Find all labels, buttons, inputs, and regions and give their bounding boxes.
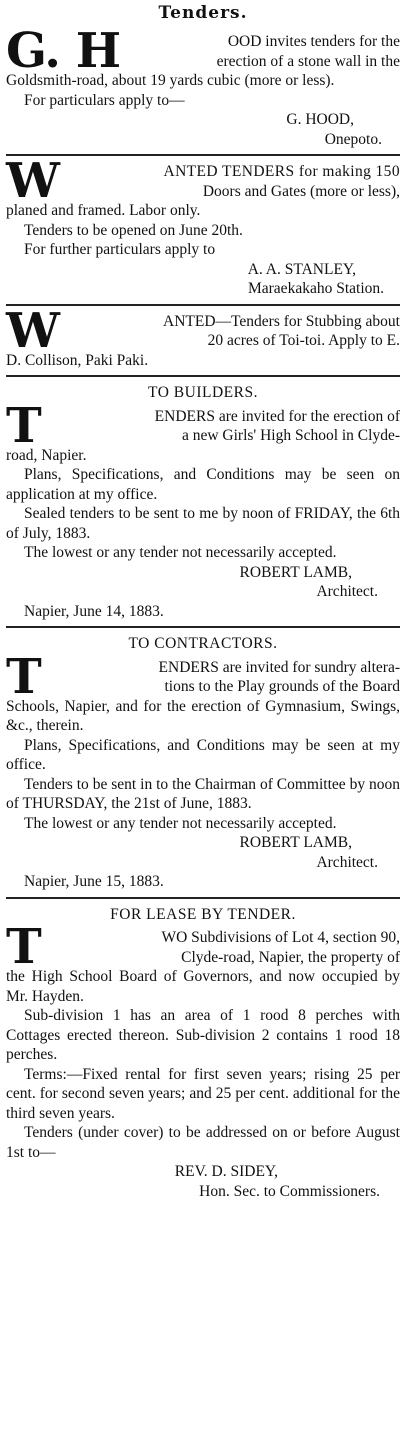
divider xyxy=(6,626,400,628)
ad-line: Clyde-road, Napier, the property of xyxy=(181,948,400,966)
drop-cap: W xyxy=(6,302,59,359)
ad-title: FOR LEASE BY TENDER. xyxy=(110,905,296,923)
drop-cap: G. H xyxy=(6,23,121,79)
ad-paragraph: Tenders to be sent in to the Chairman of Committee by noon of THURSDAY, the 21st of June, 1883. xyxy=(6,775,400,812)
signature-title: Architect. xyxy=(316,853,378,871)
signature-place: Maraekakaho Station. xyxy=(247,280,384,297)
ad-paragraph: Plans, Specifications, and Conditions may be seen on application at my office. xyxy=(6,466,400,503)
ad-line: ENDERS are invited for sundry altera- xyxy=(158,658,400,676)
ad-line: planed and framed. Labor only. xyxy=(6,202,201,219)
ad-line: a new Girls' High School in Clyde- xyxy=(181,427,400,444)
section-heading: Tenders. xyxy=(158,3,248,23)
signature-place: Onepoto. xyxy=(324,130,382,148)
ad-line: Goldsmith-road, about 19 yards cubic (more or less). xyxy=(6,72,335,89)
ad-line: Schools, Napier, and for the erection of Gymnasium, Swings, &c., therein. xyxy=(6,697,400,734)
divider xyxy=(6,154,400,156)
ad-collison-stubbing xyxy=(6,302,400,371)
ad-apply: For particulars apply to— xyxy=(24,91,185,109)
ad-line: OOD invites tenders for the xyxy=(227,33,400,50)
ad-line: the High School Board of Governors, and now occupied by Mr. Hayden. xyxy=(6,968,400,1005)
ad-stanley-doors xyxy=(6,153,400,299)
ad-date: Napier, June 14, 1883. xyxy=(24,602,164,620)
drop-cap: T xyxy=(6,397,41,454)
ad-line: ANTED—Tenders for Stubbing about xyxy=(163,312,400,330)
ad-paragraph: Tenders (under cover) to be addressed on or before August 1st to— xyxy=(6,1124,400,1161)
ad-paragraph: The lowest or any tender not necessarily accepted. xyxy=(24,814,337,832)
ad-for-lease-by-tender xyxy=(6,905,400,1202)
signature-name: G. HOOD, xyxy=(286,111,354,128)
ad-title: TO BUILDERS. xyxy=(148,384,258,401)
drop-cap: T xyxy=(6,648,41,705)
ad-line: ANTED TENDERS for making 150 xyxy=(163,163,400,180)
ad-date: Napier, June 15, 1883. xyxy=(24,873,164,890)
ad-paragraph: The lowest or any tender not necessarily accepted. xyxy=(24,544,337,561)
ad-to-builders xyxy=(6,383,400,621)
ad-line: ENDERS are invited for the erection of xyxy=(154,407,400,425)
ad-line: Doors and Gates (more or less), xyxy=(202,182,400,200)
divider xyxy=(6,375,400,377)
divider xyxy=(6,304,400,306)
ad-opened: Tenders to be opened on June 20th. xyxy=(24,221,243,239)
signature-name: A. A. STANLEY, xyxy=(247,260,356,278)
ad-line: erection of a stone wall in the xyxy=(216,52,400,70)
ad-title: TO CONTRACTORS. xyxy=(128,635,278,652)
ad-paragraph: Sub-division 1 has an area of 1 rood 8 perches with Cottages erected thereon. Sub-division 2 contains 1 rood 18 perches. xyxy=(6,1007,400,1063)
signature-title: Architect. xyxy=(316,583,378,600)
ad-line: WO Subdivisions of Lot 4, section 90, xyxy=(161,929,400,946)
drop-cap: W xyxy=(6,153,59,209)
ad-line: tions to the Play grounds of the Board xyxy=(164,678,400,695)
signature-name: ROBERT LAMB, xyxy=(239,563,352,581)
ad-line: road, Napier. xyxy=(6,446,87,464)
signature-name: ROBERT LAMB, xyxy=(239,834,352,851)
ad-paragraph: Terms:—Fixed rental for first seven years; rising 25 per cent. for second seven years; and 25 per cent. additional for the third seven years. xyxy=(6,1065,400,1122)
divider xyxy=(6,897,400,899)
signature-title: Hon. Sec. to Commissioners. xyxy=(199,1182,380,1200)
ad-to-contractors xyxy=(6,634,400,892)
signature-name: REV. D. SIDEY, xyxy=(174,1163,278,1180)
ad-apply: For further particulars apply to xyxy=(24,241,216,258)
ad-line: D. Collison, Paki Paki. xyxy=(6,351,149,369)
ad-paragraph: Plans, Specifications, and Conditions may be seen at my office. xyxy=(6,736,400,773)
drop-cap: T xyxy=(6,919,41,975)
ad-line: 20 acres of Toi-toi. Apply to E. xyxy=(207,332,400,349)
ad-paragraph: Sealed tenders to be sent to me by noon of FRIDAY, the 6th of July, 1883. xyxy=(6,505,400,542)
ad-hood-stone-wall xyxy=(6,23,400,149)
